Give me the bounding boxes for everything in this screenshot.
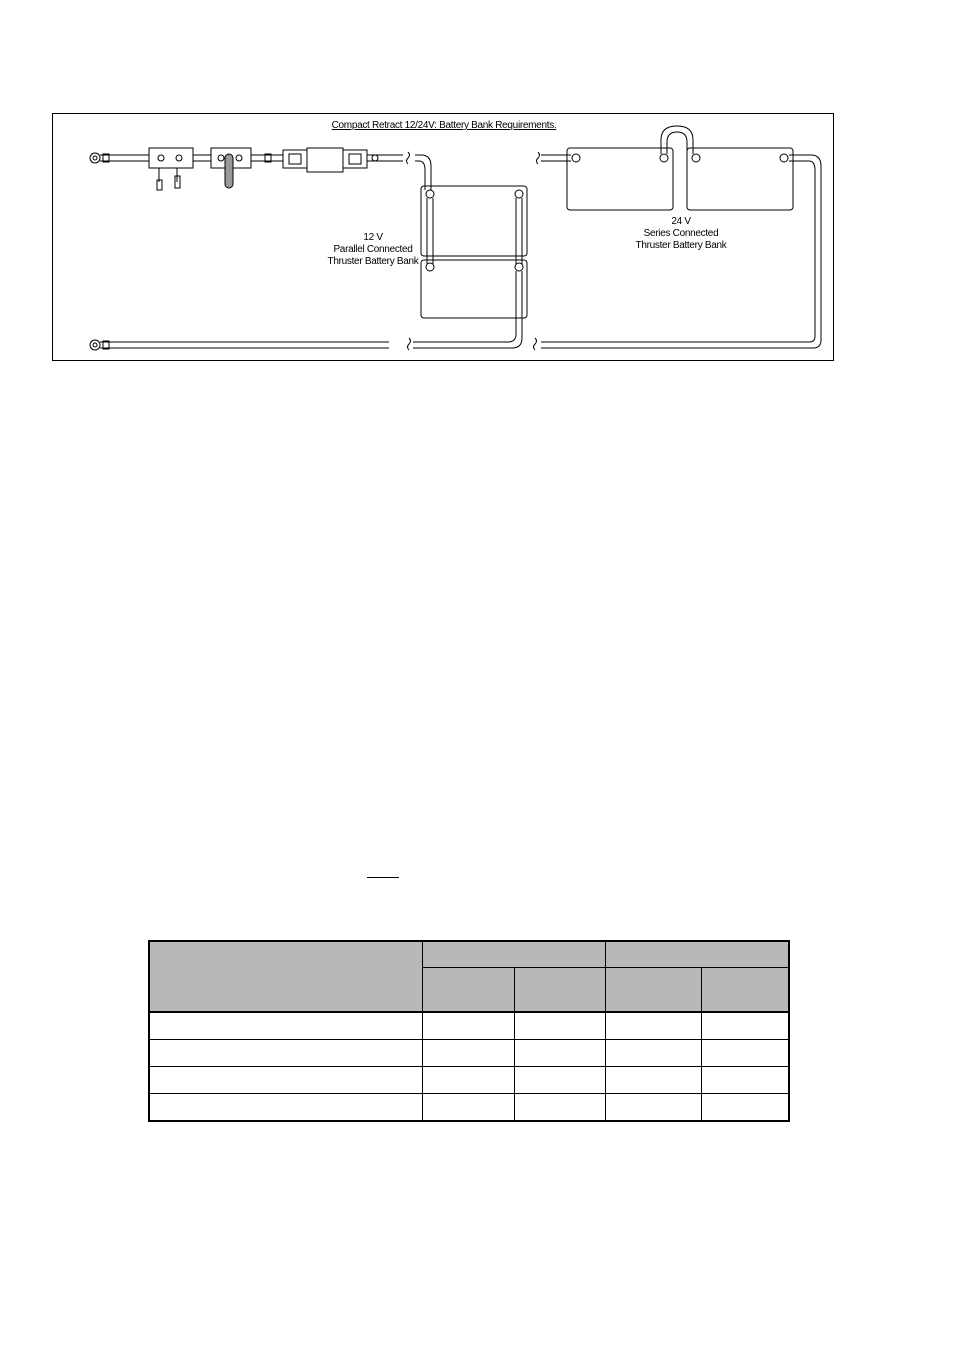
- cable-to-12v-bank: [415, 155, 431, 190]
- table-cell: [149, 1040, 423, 1067]
- table-cell: [149, 1012, 423, 1040]
- table-cell: [702, 1040, 790, 1067]
- table-row: [149, 1040, 789, 1067]
- table-cell: [606, 1040, 702, 1067]
- table-subheader-3: [606, 968, 702, 1013]
- label-24v-bank: [629, 216, 733, 252]
- label-24v-voltage: 24 V: [671, 216, 691, 227]
- table-cell: [149, 1067, 423, 1094]
- label-24v-connection: Series Connected: [643, 228, 719, 239]
- table-cell: [606, 1067, 702, 1094]
- table-row: [149, 1067, 789, 1094]
- table-cell: [515, 1040, 606, 1067]
- table-cell: [423, 1094, 515, 1122]
- table-cell: [515, 1012, 606, 1040]
- table-header-group-24v: [606, 941, 790, 968]
- table-row: [149, 1012, 789, 1040]
- table-subheader-2: [515, 968, 606, 1013]
- positive-cable-top: [90, 153, 149, 163]
- battery-24v-right: [687, 148, 793, 210]
- cable-connector: [283, 148, 403, 172]
- diagram-title: Compact Retract 12/24V: Battery Bank Requirements.: [331, 120, 557, 131]
- table-cell: [515, 1067, 606, 1094]
- battery-12v-lower: [421, 260, 527, 318]
- label-12v-description: Thruster Battery Bank: [327, 256, 419, 267]
- table-subheader-1: [423, 968, 515, 1013]
- cable-from-12v-bank: [413, 271, 522, 348]
- table-cell: [423, 1040, 515, 1067]
- table-cell: [423, 1067, 515, 1094]
- label-24v-description: Thruster Battery Bank: [635, 240, 727, 251]
- table-cell: [423, 1012, 515, 1040]
- table-header-description: [149, 941, 423, 1012]
- battery-switch: [211, 148, 283, 188]
- table-cell: [515, 1094, 606, 1122]
- table-cell: [606, 1012, 702, 1040]
- battery-24v-left: [567, 148, 673, 210]
- break-mark-1: [407, 152, 410, 164]
- fuse-holder-1: [149, 148, 211, 190]
- label-12v-connection: Parallel Connected: [333, 244, 413, 255]
- negative-cable-bottom: [90, 340, 389, 350]
- label-12v-bank: [323, 232, 423, 268]
- parallel-links: [427, 198, 522, 264]
- table-row: [149, 1094, 789, 1122]
- table-cell: [606, 1094, 702, 1122]
- break-mark-3: [534, 338, 537, 350]
- battery-12v-upper: [421, 186, 527, 256]
- table-header-group-12v: [423, 941, 606, 968]
- table-cell: [702, 1094, 790, 1122]
- break-mark-4: [408, 338, 411, 350]
- table-subheader-4: [702, 968, 790, 1013]
- break-mark-2: [537, 152, 540, 164]
- table-cell: [149, 1094, 423, 1122]
- battery-bank-diagram: [52, 113, 834, 361]
- underline-mark: [367, 877, 399, 878]
- table-cell: [702, 1012, 790, 1040]
- table-cell: [702, 1067, 790, 1094]
- battery-spec-table: [148, 940, 790, 1122]
- label-12v-voltage: 12 V: [363, 232, 383, 243]
